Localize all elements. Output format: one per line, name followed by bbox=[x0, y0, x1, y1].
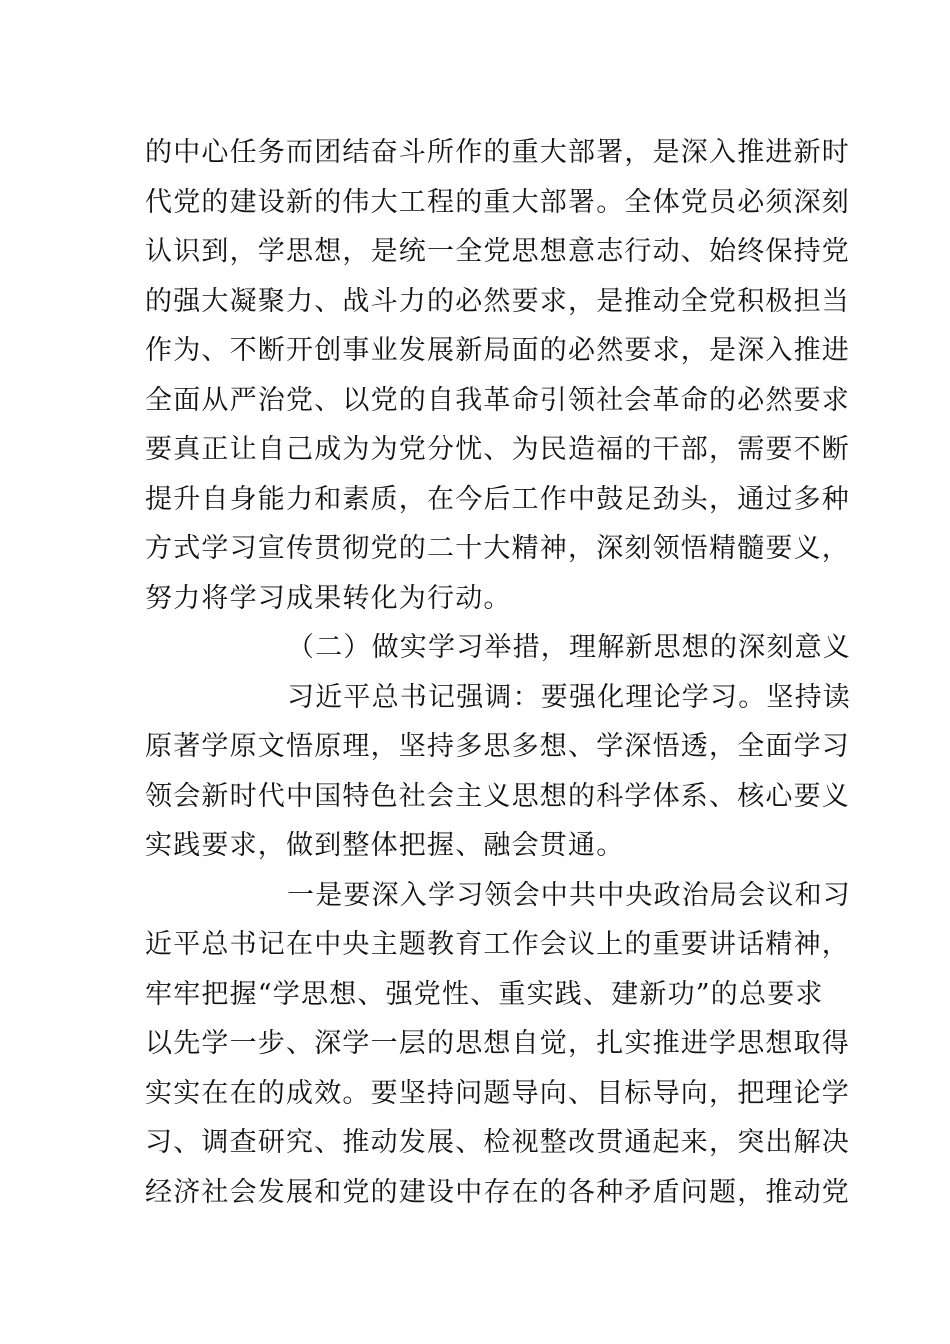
section-heading: （二）做实学习举措，理解新思想的深刻意义 bbox=[287, 632, 851, 663]
text-line: 方式学习宣传贯彻党的二十大精神，深刻领悟精髓要义， bbox=[145, 533, 850, 564]
text-line: 全面从严治党、以党的自我革命引领社会革命的必然要求 bbox=[145, 384, 850, 416]
text-line: 习近平总书记强调：要强化理论学习。坚持读 bbox=[287, 681, 851, 713]
text-line: 认识到，学思想，是统一全党思想意志行动、始终保持党 bbox=[145, 236, 850, 267]
text-line: 的强大凝聚力、战斗力的必然要求，是推动全党积极担当 bbox=[145, 285, 850, 317]
text-line: 原著学原文悟原理，坚持多思多想、学深悟透，全面学习 bbox=[145, 731, 850, 762]
text-line: 代党的建设新的伟大工程的重大部署。全体党员必须深刻 bbox=[145, 186, 850, 218]
text-line: 近平总书记在中央主题教育工作会议上的重要讲话精神， bbox=[145, 929, 850, 960]
text-line: 努力将学习成果转化为行动。 bbox=[145, 582, 512, 614]
text-line: 牢牢把握“学思想、强党性、重实践、建新功”的总要求 bbox=[145, 978, 824, 1010]
text-line: 习、调查研究、推动发展、检视整改贯通起来，突出解决 bbox=[145, 1127, 850, 1158]
text-line: 实实在在的成效。要坚持问题导向、目标导向，把理论学 bbox=[145, 1077, 850, 1109]
text-line: 以先学一步、深学一层的思想自觉，扎实推进学思想取得 bbox=[145, 1028, 850, 1059]
text-line: 要真正让自己成为为党分忧、为民造福的干部，需要不断 bbox=[145, 434, 850, 465]
text-line: 作为、不断开创事业发展新局面的必然要求，是深入推进 bbox=[145, 335, 850, 366]
text-line: 领会新时代中国特色社会主义思想的科学体系、核心要义 bbox=[145, 780, 850, 812]
text-line: 经济社会发展和党的建设中存在的各种矛盾问题，推动党 bbox=[145, 1176, 850, 1208]
text-line: 的中心任务而团结奋斗所作的重大部署，是深入推进新时 bbox=[145, 137, 850, 168]
text-line: 提升自身能力和素质，在今后工作中鼓足劲头，通过多种 bbox=[145, 483, 850, 515]
text-line: 实践要求，做到整体把握、融会贯通。 bbox=[145, 830, 625, 861]
body-text bbox=[145, 128, 851, 1217]
text-line: 一是要深入学习领会中共中央政治局会议和习 bbox=[287, 879, 851, 911]
